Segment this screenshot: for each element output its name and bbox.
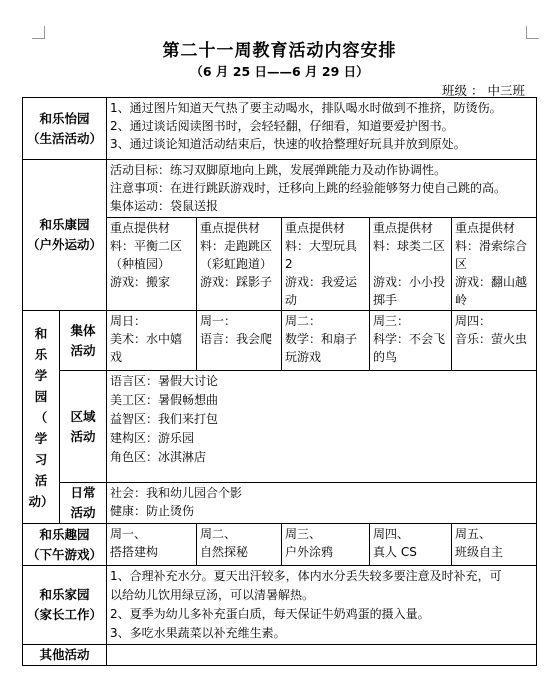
- jiti-cell-line: 周日：: [110, 314, 147, 328]
- jiti-cell-line: 的鸟: [373, 350, 398, 364]
- hele-yiyuan-label-line1: 和乐怡园: [39, 110, 90, 126]
- xueyuan-label-char: 学: [34, 367, 48, 383]
- jiti-cell-line: 科学：不会飞: [373, 332, 446, 346]
- area-cell-line: 2: [285, 257, 293, 271]
- hele-yiyuan-line: 2、通过谈话阅读图书时，会轻轻翻，仔细看，知道要爱护图书。: [110, 119, 454, 133]
- jiti-cell-line: 美术：水中嬉: [110, 332, 183, 346]
- hele-quyuan-label-line1: 和乐趣园: [39, 526, 90, 542]
- other-content: [107, 645, 537, 666]
- jiti-cell-line: 周二：: [285, 314, 322, 328]
- jiti-label-line1: 集体: [70, 322, 96, 338]
- jiti-cell-line: 音乐：萤火虫: [455, 332, 528, 346]
- hele-yiyuan-line: 1、通过图片知道天气热了要主动喝水，排队喝水时做到不推挤，防烫伤。: [110, 101, 502, 115]
- area-cell-line: 重点提供材: [200, 221, 261, 235]
- xueyuan-label-char: 动）: [28, 493, 54, 509]
- quyu-line: 建构区：游乐园: [110, 431, 195, 445]
- other-label: 其他活动: [23, 645, 107, 666]
- jiti-cell-line: 周三：: [373, 314, 410, 328]
- area-cell-line: （彩虹跑道）: [200, 257, 273, 271]
- hele-kangyuan-label-line2: （户外运动）: [27, 237, 103, 252]
- area-cell-line: 游戏：搬家: [110, 275, 171, 289]
- hele-quyuan-label-line2: （下午游戏）: [27, 546, 103, 562]
- jiti-day-cell: [282, 311, 370, 371]
- quyuan-cell-line: 周五、: [455, 527, 492, 541]
- row-xueyuan-jiti: [23, 311, 537, 371]
- quyuan-cell-line: 搭搭建构: [110, 545, 159, 559]
- xueyuan-label-char: 学: [34, 430, 48, 446]
- richang-content: [107, 483, 537, 524]
- jiti-day-cell: [197, 311, 282, 371]
- jiti-cell-line: 玩游戏: [285, 350, 322, 364]
- area-cell-line: 游戏：小小投: [373, 275, 446, 289]
- hele-yiyuan-label: [23, 98, 107, 160]
- hele-kangyuan-line: 集体运动：袋鼠送报: [110, 199, 219, 213]
- area-cell-line: 游戏：我爱运: [285, 275, 358, 289]
- hele-jiayuan-label-line2: （家长工作）: [27, 607, 103, 622]
- area-cell-line: 料：滑索综合: [455, 239, 528, 253]
- jiti-cell-line: 周四：: [455, 314, 492, 328]
- jiti-cell-line: 语言：我会爬: [200, 332, 273, 346]
- hele-yiyuan-content: [107, 98, 537, 160]
- jiayuan-line: 以给幼儿饮用绿豆汤，可以清暑解热。: [110, 588, 315, 602]
- area-cell-line: 游戏：踩影子: [200, 275, 273, 289]
- jiti-day-cell: [107, 311, 197, 371]
- xueyuan-label-char: 园: [34, 388, 48, 404]
- hele-yiyuan-line: 3、通过谈论知道活动结束后，快速的收拾整理好玩具并放到原处。: [110, 137, 466, 151]
- quyu-line: 益智区：我们来打包: [110, 412, 219, 426]
- quyu-line: 语言区：暑假大讨论: [110, 374, 219, 388]
- quyuan-day-cell: [282, 524, 370, 566]
- quyuan-day-cell: [107, 524, 197, 566]
- area-cell-line: 动: [285, 293, 298, 307]
- jiti-day-cell: [452, 311, 537, 371]
- row-hele-quyuan: [23, 524, 537, 566]
- kangyuan-area-cell: [282, 218, 370, 311]
- xueyuan-label-char: （: [34, 409, 48, 425]
- quyuan-day-cell: [197, 524, 282, 566]
- hele-kangyuan-line: 活动目标：练习双脚原地向上跳，发展弹跳能力及动作协调性。: [110, 163, 447, 177]
- kangyuan-area-cell: [197, 218, 282, 311]
- hele-kangyuan-label: [23, 160, 107, 311]
- area-cell-line: 岭: [455, 293, 468, 307]
- jiayuan-line: 3、多吃水果蔬菜以补充维生素。: [110, 626, 286, 640]
- jiti-day-cell: [370, 311, 452, 371]
- jiti-cell-line: 戏: [110, 350, 123, 364]
- quyuan-cell-line: 班级自主: [455, 545, 504, 559]
- area-cell-line: （种植园）: [110, 257, 171, 271]
- hele-jiayuan-content: [107, 566, 537, 645]
- row-xueyuan-quyu: [23, 371, 537, 483]
- quyuan-cell-line: 自然探秘: [200, 545, 249, 559]
- quyuan-cell-line: 周三、: [285, 527, 322, 541]
- row-other: [23, 645, 537, 666]
- quyuan-cell-line: 周四、: [373, 527, 410, 541]
- quyu-line: 角色区：冰淇淋店: [110, 450, 207, 464]
- area-cell-line: 重点提供材: [455, 221, 516, 235]
- quyu-label-line1: 区域: [70, 408, 96, 424]
- area-cell-line: [373, 255, 448, 273]
- xueyuan-label-char: 习: [34, 451, 48, 467]
- quyu-content: [107, 371, 537, 483]
- quyu-label: [60, 371, 107, 483]
- area-cell-line: 料：平衡二区: [110, 239, 183, 253]
- area-cell-line: 掷手: [373, 293, 398, 307]
- quyuan-cell-line: 周一、: [110, 527, 147, 541]
- row-hele-jiayuan: [23, 566, 537, 645]
- area-cell-line: 重点提供材: [110, 221, 171, 235]
- quyuan-cell-line: 户外涂鸦: [285, 545, 334, 559]
- xueyuan-label-char: 乐: [34, 346, 48, 362]
- quyuan-cell-line: 真人 CS: [373, 545, 417, 559]
- page-title: 第二十一周教育活动内容安排: [162, 41, 397, 61]
- quyuan-day-cell: [370, 524, 452, 566]
- hele-xueyuan-label: [23, 311, 60, 524]
- quyuan-cell-line: 周二、: [200, 527, 237, 541]
- richang-label-line1: 日常: [70, 485, 96, 500]
- hele-kangyuan-label-line1: 和乐康园: [39, 217, 90, 232]
- kangyuan-area-cell: [370, 218, 452, 311]
- richang-label-line2: 活动: [70, 505, 96, 520]
- area-cell-line: 游戏：翻山越: [455, 275, 528, 289]
- class-label: 班级 ： 中三班: [442, 83, 525, 98]
- xueyuan-label-char: 活: [34, 472, 48, 488]
- area-cell-line: 区: [455, 257, 468, 271]
- page-subtitle: （6 月 25 日——6 月 29 日）: [190, 64, 369, 79]
- xueyuan-label-char: 和: [34, 325, 48, 341]
- jiayuan-line: 1、合理补充水分。夏天出汗较多，体内水分丢失较多要注意及时补充，可: [110, 569, 502, 583]
- quyuan-day-cell: [452, 524, 537, 566]
- hele-quyuan-label: [23, 524, 107, 566]
- schedule-table: [22, 97, 537, 666]
- area-cell-line: 料：大型玩具: [285, 239, 358, 253]
- jiti-cell-line: 数学：和扇子: [285, 332, 358, 346]
- quyu-line: 美工区：暑假畅想曲: [110, 393, 219, 407]
- jiti-label: [60, 311, 107, 371]
- area-cell-line: 料：球类二区: [373, 239, 446, 253]
- quyu-label-line2: 活动: [70, 428, 96, 444]
- kangyuan-area-cell: [452, 218, 537, 311]
- richang-line: 社会：我和幼儿园合个影: [110, 486, 243, 500]
- hele-kangyuan-line: 注意事项：在进行跳跃游戏时，迁移向上跳的经验能够努力使自己跳的高。: [110, 181, 507, 195]
- area-cell-line: 重点提供材: [373, 221, 434, 235]
- richang-line: 健康：防止烫伤: [110, 504, 195, 518]
- hele-kangyuan-goals: [107, 160, 537, 218]
- hele-jiayuan-label: [23, 566, 107, 645]
- jiti-cell-line: 周一：: [200, 314, 237, 328]
- kangyuan-area-cell: [107, 218, 197, 311]
- row-hele-yiyuan: [23, 98, 537, 160]
- jiti-label-line2: 活动: [70, 342, 96, 358]
- row-xueyuan-richang: [23, 483, 537, 524]
- area-cell-line: 料：走跑跳区: [200, 239, 273, 253]
- hele-jiayuan-label-line1: 和乐家园: [39, 587, 90, 602]
- hele-yiyuan-label-line2: （生活活动）: [27, 130, 103, 146]
- jiayuan-line: 2、夏季为幼儿多补充蛋白质，每天保证牛奶鸡蛋的摄入量。: [110, 607, 430, 621]
- richang-label: [60, 483, 107, 524]
- row-hele-kangyuan-goals: [23, 160, 537, 218]
- area-cell-line: 重点提供材: [285, 221, 346, 235]
